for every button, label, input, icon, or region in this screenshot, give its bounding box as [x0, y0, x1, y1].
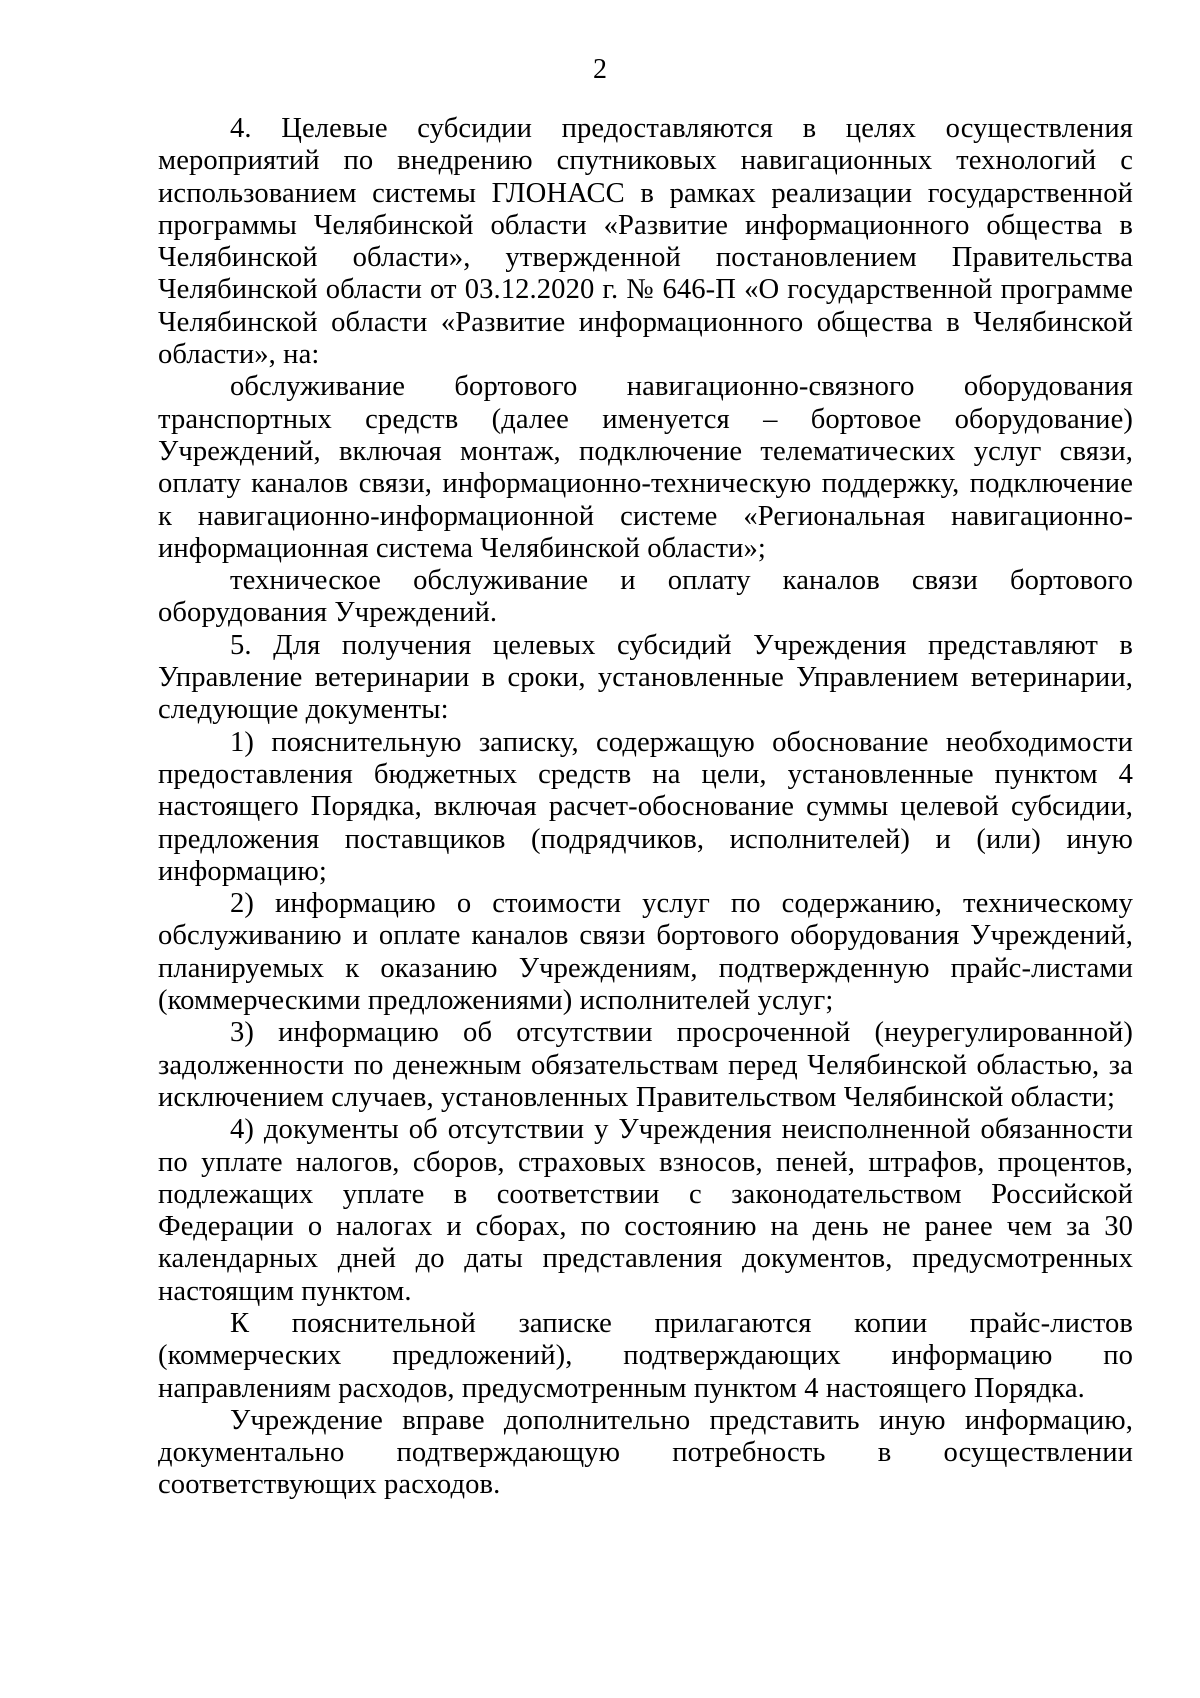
paragraph-onboard-equipment-service: обслуживание бортового навигационно-связного оборудования транспортных средств (далее именуется – бортовое оборудование) Учреждений, включая монтаж, подключение телематических услуг связи, оплату каналов связи, информационно-техническую поддержку, подключение к навигационно-информационной системе «Региональная навигационно-информационная система Челябинской области»; — [158, 371, 1133, 564]
paragraph-subitem-4: 4) документы об отсутствии у Учреждения неисполненной обязанности по уплате налогов, сборов, страховых взносов, пеней, штрафов, процентов, подлежащих уплате в соответствии с законодательством Российской Федерации о налогах и сборах, по состоянию на день не ранее чем за 30 календарных дней до даты представления документов, предусмотренных настоящим пунктом. — [158, 1114, 1133, 1307]
paragraph-item-4: 4. Целевые субсидии предоставляются в целях осуществления мероприятий по внедрению спутниковых навигационных технологий с использованием системы ГЛОНАСС в рамках реализации государственной программы Челябинской области «Развитие информационного общества в Челябинской области», утвержденной постановлением Правительства Челябинской области от 03.12.2020 г. № 646-П «О государственной программе Челябинской области «Развитие информационного общества в Челябинской области», на: — [158, 113, 1133, 371]
paragraph-attachments: К пояснительной записке прилагаются копии прайс-листов (коммерческих предложений), подтверждающих информацию по направлениям расходов, предусмотренным пунктом 4 настоящего Порядка. — [158, 1307, 1133, 1404]
document-body — [158, 113, 1133, 1502]
paragraph-subitem-1: 1) пояснительную записку, содержащую обоснование необходимости предоставления бюджетных средств на цели, установленные пунктом 4 настоящего Порядка, включая расчет-обоснование суммы целевой субсидии, предложения поставщиков (подрядчиков, исполнителей) и (или) иную информацию; — [158, 726, 1133, 887]
page-number: 2 — [593, 54, 607, 85]
paragraph-subitem-3: 3) информацию об отсутствии просроченной (неурегулированной) задолженности по денежным обязательствам перед Челябинской областью, за исключением случаев, установленных Правительством Челябинской области; — [158, 1017, 1133, 1113]
paragraph-technical-maintenance: техническое обслуживание и оплату каналов связи бортового оборудования Учреждений. — [158, 565, 1133, 629]
paragraph-subitem-2: 2) информацию о стоимости услуг по содержанию, техническому обслуживанию и оплате каналов связи бортового оборудования Учреждений, планируемых к оказанию Учреждениям, подтвержденную прайс-листами (коммерческими предложениями) исполнителей услуг; — [158, 888, 1133, 1017]
paragraph-additional-info: Учреждение вправе дополнительно представить иную информацию, документально подтверждающую потребность в осуществлении соответствующих расходов. — [158, 1404, 1133, 1501]
paragraph-item-5: 5. Для получения целевых субсидий Учреждения представляют в Управление ветеринарии в сроки, установленные Управлением ветеринарии, следующие документы: — [158, 629, 1133, 726]
